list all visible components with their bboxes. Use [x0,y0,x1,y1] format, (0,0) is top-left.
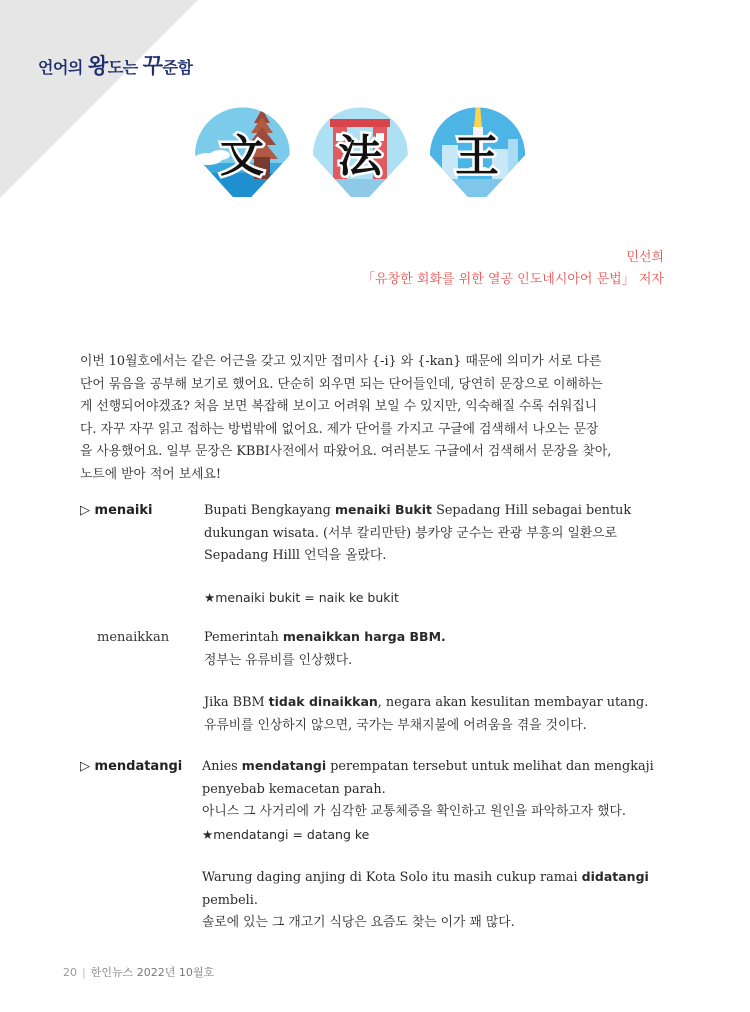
entry-menaikkan-head: menaikkan [97,630,170,645]
example-line: Pemerintah menaikkan harga BBM. [204,629,446,645]
intro-line: 다. 자꾸 자꾸 읽고 접하는 방법밖에 없어요. 제가 단어를 가지고 구글에 검색해서 나오는 문장 [80,421,599,437]
example-line: Jika BBM tidak dinaikkan, negara akan kesulitan membayar utang. [204,694,649,710]
note-line: ★menaiki bukit = naik ke bukit [204,589,399,605]
example-line: 솔로에 있는 그 개고기 식당은 요즘도 찾는 이가 꽤 많다. [202,915,515,930]
author-block [362,247,664,291]
example-line: Bupati Bengkayang menaiki Bukit Sepadang Hill sebagai bentuk [204,502,632,518]
series-title: 언어의 왕도는 꾸준함 [38,54,193,78]
banner-char-3: 王 [455,131,499,182]
intro-line: 노트에 받아 적어 보세요! [80,466,221,482]
entry-mendatangi-body [202,755,652,935]
grammar-king-banner [190,97,550,197]
intro-line: 게 선행되어야겠죠? 처음 보면 복잡해 보이고 어려워 보일 수 있지만, 익숙해질 수록 쉬워집니 [80,399,598,414]
intro-line: 단어 묶음을 공부해 보기로 했어요. 단순히 외우면 되는 단어들인데, 당연히 문장으로 이해하는 [80,376,603,392]
example-line: 정부는 유류비를 인상했다. [204,652,353,668]
example-line: penyebab kemacetan parah. [202,781,386,797]
entry-mendatangi-head: ▷ mendatangi [80,759,183,774]
example-line: Anies mendatangi perempatan tersebut untuk melihat dan mengkaji [202,758,654,774]
example-line: dukungan wisata. (서부 칼리만탄) 븡카양 군수는 관광 부흥의 일환으로 [204,525,617,541]
example-line: pembeli. [202,892,258,908]
banner-char-1: 文 [220,131,264,182]
example-line: Warung daging anjing di Kota Solo itu masih cukup ramai didatangi [202,869,649,885]
example-line: 유류비를 인상하지 않으면, 국가는 부채지불에 어려움을 겪을 것이다. [204,717,587,733]
page-footer [63,964,214,980]
intro-line: 이번 10월호에서는 같은 어근을 갖고 있지만 접미사 {-i} 와 {-kan} 때문에 의미가 서로 다른 [80,354,602,369]
intro-paragraph [80,351,670,486]
example-line: 아니스 그 사거리에 가 심각한 교통체증을 확인하고 원인을 파악하고자 했다. [202,804,626,819]
author-book: 「유창한 회화를 위한 열공 인도네시아어 문법」 저자 [362,272,664,287]
example-line: Sepadang Hilll 언덕을 올랐다. [204,548,387,563]
entry-menaiki-head: ▷ menaiki [80,503,153,518]
author-name: 민선희 [626,250,664,265]
issue-label: 한인뉴스 2022년 10월호 [90,966,215,979]
page-number: 20 [63,966,77,979]
page-corner-decoration [0,0,198,198]
intro-line: 을 사용했어요. 일부 문장은 KBBI사전에서 따왔어요. 여러분도 구글에서 검색해서 문장을 찾아, [80,444,612,459]
entry-menaiki-body [204,499,654,610]
banner-char-2: 法 [338,131,382,182]
note-line: ★mendatangi = datang ke [202,826,370,842]
footer-separator: | [82,966,86,979]
entry-menaikkan-body [204,626,654,737]
